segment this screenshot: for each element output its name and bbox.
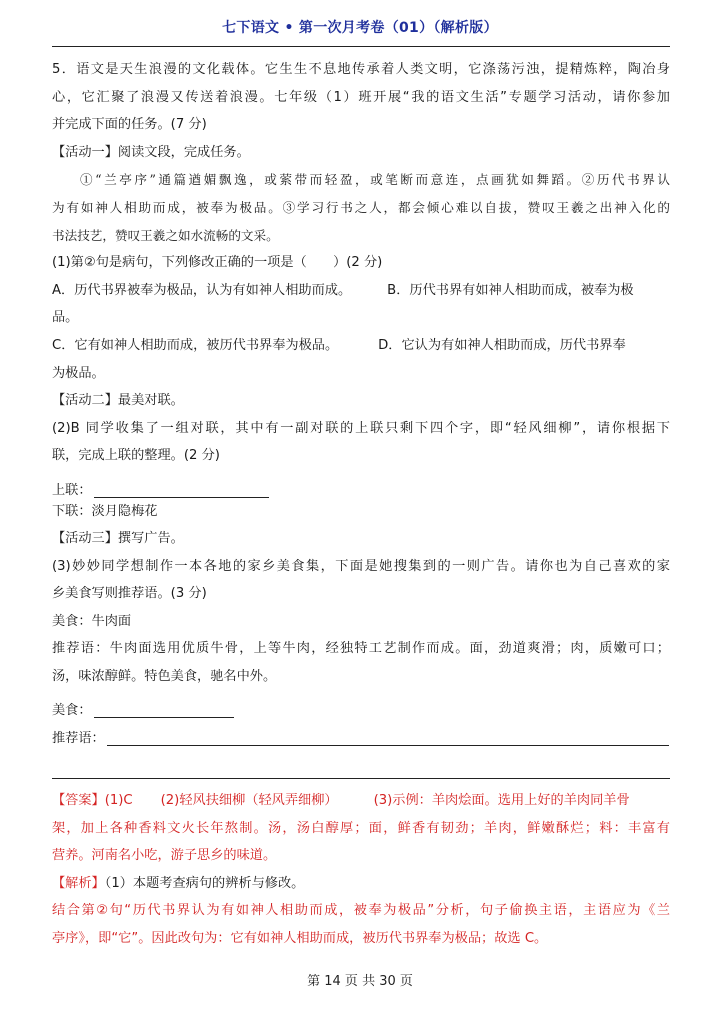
answer-line-3: 营养。河南名小吃，游子思乡的味道。 (52, 848, 277, 864)
analysis-line-1 (52, 870, 670, 898)
sub-question-3-prompt-line-1: (3)妙妙同学想制作一本各地的家乡美食集，下面是她搜集到的一则广告。请你也为自己喜欢的家 (52, 558, 670, 574)
question-intro-line-3: 并完成下面的任务。(7 分) (52, 117, 207, 133)
analysis-line-3: 亭序》，即“它”。因此改句为：它有如神人相助而成，被历代书界奉为极品；故选 C。 (52, 930, 548, 946)
recommend-answer-row (52, 718, 670, 746)
page-number: 第 14 页 共 30 页 (307, 974, 413, 989)
activity-1-heading: 【活动一】阅读文段，完成任务。 (52, 144, 250, 160)
upper-couplet-blank[interactable] (94, 480, 269, 498)
sample-food-line: 美食：牛肉面 (52, 613, 132, 629)
option-d-continued: 为极品。 (52, 365, 105, 381)
answer-line-2: 架，加上各种香料文火长年熬制。汤，汤白醇厚；面，鲜香有韧劲；羊肉，鲜嫩酥烂；料：丰富有 (52, 820, 670, 836)
analysis-line-2: 结合第②句“历代书界认为有如神人相助而成，被奉为极品”分析，句子偷换主语，主语应为《兰 (52, 903, 670, 919)
answer-section (52, 787, 670, 953)
analysis-intro: （1）本题考查病句的辨析与修改。 (104, 875, 305, 891)
food-answer-blank[interactable] (94, 700, 234, 718)
activity-2-heading: 【活动二】最美对联。 (52, 393, 184, 409)
options-ab-row (52, 277, 670, 305)
option-d: D．它认为有如神人相助而成，历代书界奉 (378, 337, 626, 353)
answer-part-2: (2)轻风扶细柳（轻风弄细柳） (160, 793, 338, 808)
sub-question-2-prompt-line-2: 联，完成上联的整理。(2 分) (52, 448, 220, 464)
answer-divider (52, 778, 670, 779)
options-cd-row (52, 332, 670, 360)
option-b-continued: 品。 (52, 310, 79, 326)
upper-couplet-row (52, 470, 670, 498)
activity-3-heading: 【活动三】撰写广告。 (52, 531, 184, 547)
sub-question-3-prompt-line-2: 乡美食写则推荐语。(3 分) (52, 586, 207, 602)
answer-tag: 【答案】 (52, 793, 105, 808)
sub-question-2-prompt-line-1: (2)B 同学收集了一组对联，其中有一副对联的上联只剩下四个字，即“轻风细柳”，请你根据下 (52, 420, 670, 436)
sub-question-1-prompt: (1)第②句是病句，下列修改正确的一项是（ ）(2 分) (52, 255, 383, 271)
option-a: A．历代书界被奉为极品，认为有如神人相助而成。 (52, 282, 352, 298)
recommend-answer-blank[interactable] (107, 728, 669, 746)
analysis-tag: 【解析】 (52, 875, 105, 891)
passage-line-3: 书法技艺，赞叹王羲之如水流畅的文采。 (52, 227, 279, 243)
answer-line-1 (52, 787, 670, 815)
option-c: C．它有如神人相助而成，被历代书界奉为极品。 (52, 337, 339, 353)
passage-line-1: ①“兰亭序”通篇遒媚飘逸，或萦带而轻盈，或笔断而意连，点画犹如舞蹈。②历代书界认 (80, 172, 670, 188)
header-divider (52, 46, 670, 47)
food-answer-row (52, 691, 670, 719)
page-header-title: 七下语文 • 第一次月考卷（01）（解析版） (222, 20, 498, 36)
recommend-answer-label: 推荐语： (52, 730, 105, 746)
sample-recommend-line-2: 汤，味浓醇鲜。特色美食，驰名中外。 (52, 669, 277, 685)
upper-couplet-label: 上联： (52, 482, 92, 498)
option-b: B．历代书界有如神人相助而成，被奉为极 (387, 282, 634, 298)
question-intro-line-2: 心，它汇聚了浪漫又传送着浪漫。七年级（1）班开展“我的语文生活”专题学习活动，请你参加 (52, 89, 670, 105)
passage-line-2: 为有如神人相助而成，被奉为极品。③学习行书之人，都会倾心难以自拔，赞叹王羲之出神入化的 (52, 199, 670, 215)
lower-couplet-line: 下联：淡月隐梅花 (52, 503, 158, 519)
food-answer-label: 美食： (52, 703, 92, 719)
sample-recommend-line-1: 推荐语：牛肉面选用优质牛骨，上等牛肉，经独特工艺制作而成。面，劲道爽滑；肉，质嫩可口； (52, 641, 670, 657)
question-body (52, 56, 670, 746)
answer-part-1: (1)C (104, 793, 133, 808)
question-intro-line-1: 5．语文是天生浪漫的文化载体。它生生不息地传承着人类文明，它涤荡污浊，提精炼粹，陶冶身 (52, 62, 670, 77)
answer-part-3: (3)示例：羊肉烩面。选用上好的羊肉同羊骨 (373, 793, 630, 808)
